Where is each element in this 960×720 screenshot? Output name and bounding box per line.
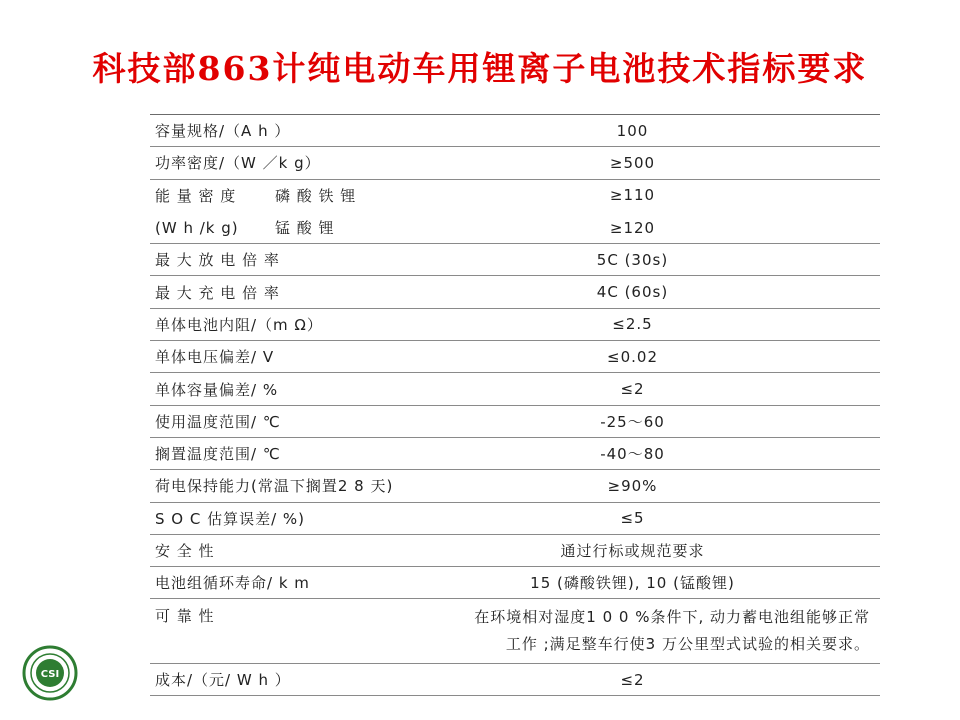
table-row — [150, 470, 880, 502]
row-label: 最 大 充 电 倍 率 — [155, 283, 280, 302]
row-value: ≤2.5 — [612, 315, 653, 334]
table-row — [150, 373, 880, 405]
row-value: ≤0.02 — [607, 347, 658, 366]
row-label: 单体电池内阻/（m Ω） — [155, 315, 323, 334]
table-row — [150, 244, 880, 276]
row-label: 功率密度/（W ／k g） — [155, 154, 321, 173]
row-label: 最 大 放 电 倍 率 — [155, 251, 280, 270]
row-value: 4C (60s) — [596, 283, 669, 302]
table-row — [150, 503, 880, 535]
logo-text: CSI — [40, 669, 60, 680]
table-row-energy-density — [150, 180, 880, 245]
row-value: -25～60 — [600, 412, 665, 431]
table-row — [150, 147, 880, 179]
spec-table — [150, 114, 880, 696]
table-row-reliability — [150, 599, 880, 664]
row-sublabel: 磷 酸 铁 锂 — [275, 186, 357, 205]
row-label: (W h /k g) — [155, 218, 239, 237]
page-title: 科技部863计纯电动车用锂离子电池技术指标要求 — [92, 49, 868, 88]
row-value: 通过行标或规范要求 — [560, 542, 705, 560]
row-label: 单体电压偏差/ V — [155, 348, 275, 367]
row-value: 15 (磷酸铁锂), 10 (锰酸锂) — [530, 574, 735, 593]
table-row — [150, 567, 880, 599]
row-label: 单体容量偏差/ % — [155, 380, 279, 399]
row-label: 电池组循环寿命/ k m — [155, 574, 310, 593]
row-label: 使用温度范围/ ℃ — [155, 412, 281, 431]
row-value-line: 在环境相对湿度1 0 0 %条件下, 动力蓄电池组能够正常 — [474, 608, 870, 627]
row-value: ≥110 — [609, 186, 656, 205]
row-label: 可 靠 性 — [155, 607, 215, 626]
row-value: ≥90% — [607, 476, 658, 495]
table-row — [150, 309, 880, 341]
table-row — [150, 664, 880, 696]
row-label: 安 全 性 — [155, 542, 215, 560]
row-label: 荷电保持能力(常温下搁置2 8 天) — [155, 477, 394, 496]
row-sublabel: 锰 酸 锂 — [275, 219, 335, 238]
row-label: 容量规格/（A h ） — [155, 122, 291, 141]
csi-seal-icon — [22, 645, 78, 701]
row-value: 5C (30s) — [596, 250, 669, 269]
row-label: S O C 估算误差/ %) — [155, 509, 306, 528]
table-row — [150, 115, 880, 147]
row-label: 能 量 密 度 — [155, 186, 237, 205]
row-value: 100 — [616, 121, 649, 140]
table-row — [150, 341, 880, 373]
row-value: -40～80 — [600, 445, 665, 464]
row-value: ≥500 — [609, 153, 656, 172]
table-row — [150, 438, 880, 470]
row-value: ≤5 — [620, 509, 645, 528]
row-value: ≤2 — [620, 380, 645, 399]
row-label: 成本/（元/ W h ） — [155, 671, 291, 690]
row-value-line: 工作 ;满足整车行使3 万公里型式试验的相关要求。 — [505, 635, 870, 654]
row-value: ≤2 — [620, 670, 645, 689]
row-value: ≥120 — [609, 218, 656, 237]
table-row — [150, 406, 880, 438]
table-row — [150, 535, 880, 567]
row-label: 搁置温度范围/ ℃ — [155, 445, 281, 464]
table-row — [150, 276, 880, 308]
